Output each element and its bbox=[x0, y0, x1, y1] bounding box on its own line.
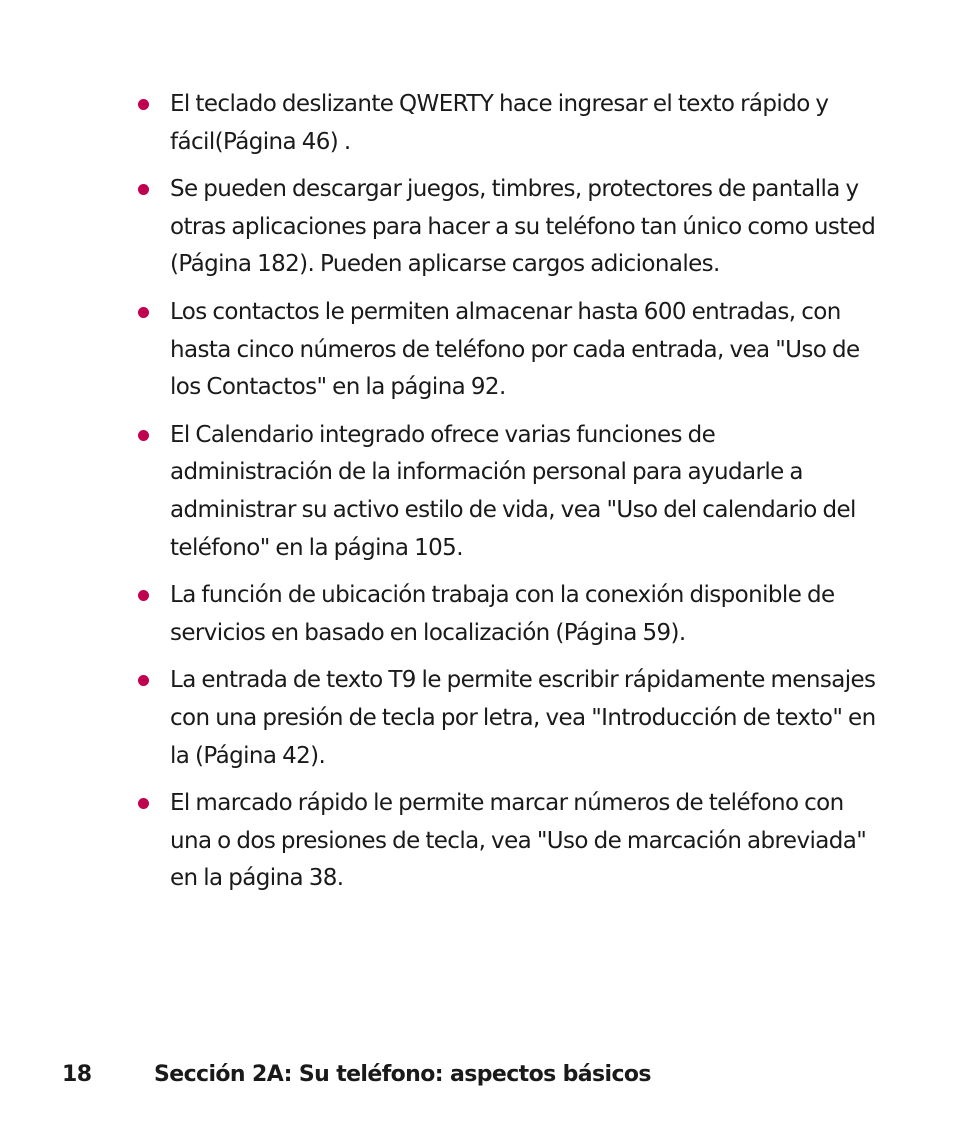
list-item-text: Se pueden descargar juegos, timbres, protectores de pantalla y otras aplicaciones para hacer a su teléfono tan único como usted (Página 182). Pueden aplicarse cargos adicionales. bbox=[170, 176, 876, 278]
bullet-icon bbox=[138, 307, 149, 318]
feature-list bbox=[138, 86, 878, 908]
section-title: Sección 2A: Su teléfono: aspectos básicos bbox=[154, 1062, 651, 1087]
bullet-icon bbox=[138, 590, 149, 601]
list-item-text: La función de ubicación trabaja con la conexión disponible de servicios en basado en localización (Página 59). bbox=[170, 582, 835, 646]
list-item-text: El marcado rápido le permite marcar números de teléfono con una o dos presiones de tecla, vea "Uso de marcación abreviada" en la página 38. bbox=[170, 790, 867, 892]
list-item bbox=[138, 417, 878, 567]
page-footer bbox=[62, 1062, 651, 1087]
bullet-icon bbox=[138, 675, 149, 686]
list-item bbox=[138, 577, 878, 652]
list-item-text: El teclado deslizante QWERTY hace ingresar el texto rápido y fácil(Página 46) . bbox=[170, 91, 829, 155]
list-item-text: El Calendario integrado ofrece varias funciones de administración de la información personal para ayudarle a administrar su activo estilo de vida, vea "Uso del calendario del teléfono" en la página 105. bbox=[170, 421, 856, 561]
page-number: 18 bbox=[62, 1062, 92, 1087]
list-item-text: Los contactos le permiten almacenar hasta 600 entradas, con hasta cinco números de teléfono por cada entrada, vea "Uso de los Contactos" en la página 92. bbox=[170, 298, 860, 401]
bullet-icon bbox=[138, 798, 149, 809]
list-item bbox=[138, 662, 878, 775]
list-item bbox=[138, 171, 878, 284]
bullet-icon bbox=[138, 430, 149, 441]
list-item-text: La entrada de texto T9 le permite escribir rápidamente mensajes con una presión de tecla por letra, vea "Introducción de texto" en la (Página 42). bbox=[170, 667, 876, 769]
bullet-icon bbox=[138, 99, 149, 110]
list-item bbox=[138, 86, 878, 161]
list-item bbox=[138, 294, 878, 407]
bullet-icon bbox=[138, 184, 149, 195]
list-item bbox=[138, 785, 878, 898]
